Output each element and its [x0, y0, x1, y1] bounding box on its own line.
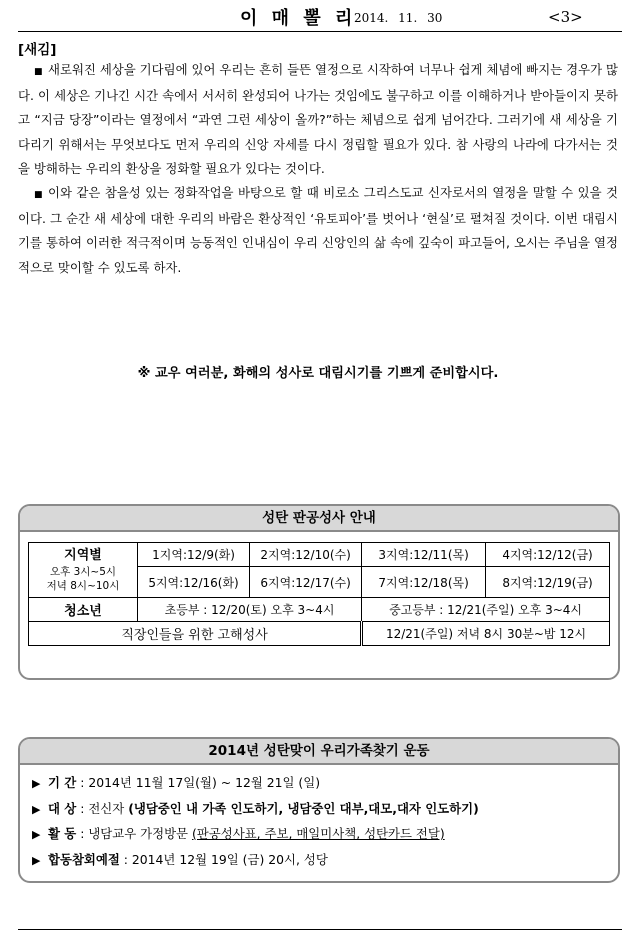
paragraph [18, 181, 618, 280]
family-campaign-box [18, 737, 620, 883]
family-campaign-title: 2014년 성탄맞이 우리가족찾기 운동 [20, 739, 618, 765]
list-item: ▶ 대 상 : 전신자 (냉담중인 내 가족 인도하기, 냉담중인 대부,대모,대자 인도하기) [32, 797, 618, 823]
confession-schedule-box [18, 504, 620, 680]
newsletter-name: 이 매 뽈 리 [240, 8, 357, 29]
region-cell: 5지역:12/16(화) [138, 567, 250, 598]
paragraph-text: 새로워진 세상을 기다림에 있어 우리는 흔히 들뜬 열정으로 시작하여 너무나 쉽게 체념에 빠지는 경우가 많다. 이 세상은 기나긴 시간 속에서 서서히 완성되어 나가는 것임에도 불구하고 이를 이해하거나 받아들이지 못하고 “지금 당장”이라는 열정에서 “과연 그런 세상이 올까?”하는 체념으로 쉽게 넘어간다. 그러기에 새 세상을 기다리기 위해서는 무엇보다도 먼저 우리의 신앙 자세를 다시 정립할 필요가 있다. 참 사랑의 나라에 다가서는 것을 방해하는 우리의 환상을 정화할 필요가 있다는 것이다. [18, 62, 618, 176]
triangle-bullet-icon: ▶ [32, 853, 41, 867]
region-cell: 2지역:12/10(수) [250, 543, 362, 567]
confession-schedule-table [28, 542, 610, 646]
worker-value: 12/21(주일) 저녁 8시 30분~밤 12시 [362, 622, 610, 646]
table-row [29, 598, 610, 622]
list-item: ▶ 합동참회예절 : 2014년 12월 19일 (금) 20시, 성당 [32, 848, 618, 874]
target-value-detail: (냉담중인 내 가족 인도하기, 냉담중인 대부,대모,대자 인도하기) [128, 800, 479, 816]
activity-value: 냉담교우 가정방문 [88, 826, 192, 841]
youth-middle-high-cell: 중고등부 : 12/21(주일) 오후 3~4시 [362, 598, 610, 622]
triangle-bullet-icon: ▶ [32, 828, 41, 841]
list-item: ▶ 기 간 : 2014년 11월 17일(월) ~ 12월 21일 (일) [32, 771, 618, 797]
closing-message: ※ 교우 여러분, 화해의 성사로 대림시기를 기쁘게 준비합시다. [137, 366, 499, 381]
region-cell: 4지역:12/12(금) [486, 543, 610, 567]
square-bullet-icon: ■ [34, 67, 43, 77]
paragraph [18, 58, 618, 181]
square-bullet-icon: ■ [34, 190, 43, 201]
paragraph-text: 이와 같은 참을성 있는 정화작업을 바탕으로 할 때 비로소 그리스도교 신자로서의 열정을 말할 수 있을 것이다. 그 순간 새 세상에 대한 우리의 바람은 환상적인 ‘유토피아’를 벗어나 ‘현실’로 펼쳐질 것이다. 이번 대림시기를 통하여 이러한 적극적이며 능동적인 인내심이 우리 신앙인의 삶 속에 깊숙이 파고들어, 오시는 주님을 열정적으로 맞이할 수 있도록 하자. [18, 185, 618, 275]
triangle-bullet-icon: ▶ [32, 802, 41, 816]
triangle-bullet-icon: ▶ [32, 777, 41, 790]
region-cell: 8지역:12/19(금) [486, 567, 610, 598]
header-rule [18, 31, 622, 32]
list-item: ▶ 활 동 : 냉담교우 가정방문 (판공성사표, 주보, 매일미사책, 성탄카드 전달) [32, 822, 618, 848]
page-number: <3> [548, 8, 583, 26]
table-row [29, 622, 610, 646]
region-cell: 1지역:12/9(화) [138, 543, 250, 567]
period-label: 기 간 [48, 775, 77, 790]
table-row [29, 543, 610, 567]
region-cell: 7지역:12/18(목) [362, 567, 486, 598]
youth-label: 청소년 [29, 598, 138, 622]
reflection-text [18, 58, 618, 280]
campaign-details [20, 765, 618, 873]
confession-schedule-title: 성탄 판공성사 안내 [20, 506, 618, 532]
issue-date: 2014. 11. 30 [354, 11, 443, 25]
region-cell: 6지역:12/17(수) [250, 567, 362, 598]
period-value: 2014년 11월 17일(월) ~ 12월 21일 (일) [88, 775, 321, 790]
activity-value-detail: (판공성사표, 주보, 매일미사책, 성탄카드 전달) [191, 826, 445, 841]
activity-label: 활 동 [48, 826, 77, 841]
mass-label: 합동참회예절 [48, 851, 120, 867]
page-header [18, 4, 622, 30]
section-title: [새김] [18, 42, 57, 58]
mass-value: 2014년 12월 19일 (금) 20시, 성당 [131, 851, 328, 867]
worker-label: 직장인들을 위한 고해성사 [29, 622, 362, 646]
region-label: 지역별 [64, 548, 102, 563]
region-time-evening: 저녁 8시~10시 [46, 580, 120, 592]
target-label: 대 상 [48, 800, 77, 816]
region-time-afternoon: 오후 3시~5시 [49, 566, 117, 578]
target-value: 전신자 [88, 800, 129, 816]
footer-rule [18, 929, 622, 930]
region-cell: 3지역:12/11(목) [362, 543, 486, 567]
youth-elementary-cell: 초등부 : 12/20(토) 오후 3~4시 [138, 598, 362, 622]
region-label-cell [29, 543, 138, 598]
